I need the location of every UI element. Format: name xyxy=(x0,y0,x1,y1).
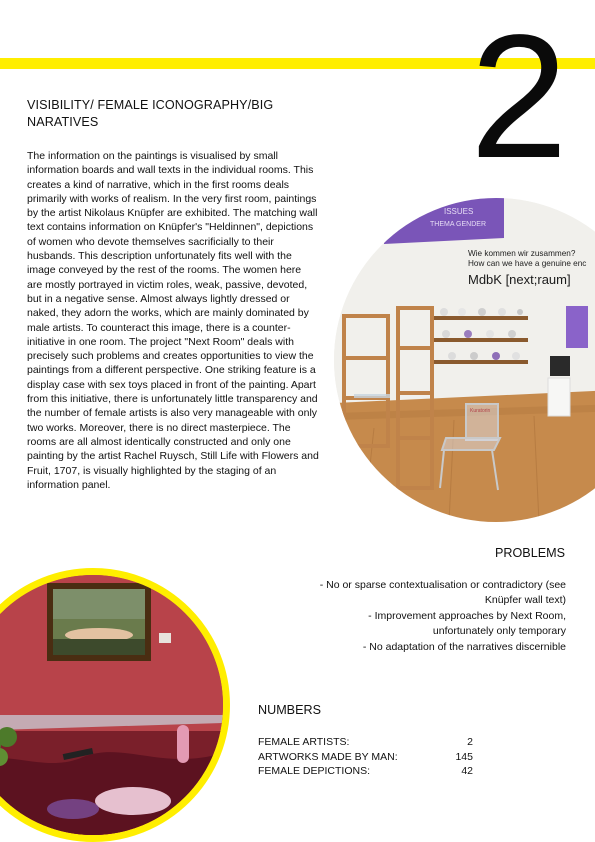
wall-text-1: Wie kommen wir zusammen? xyxy=(468,249,576,258)
next-room-illustration xyxy=(334,198,595,522)
chair-label: Kuratorin xyxy=(470,408,491,414)
problem-item: - No adaptation of the narratives discernible xyxy=(362,640,566,653)
problems-list xyxy=(318,578,566,655)
problem-item: - Improvement approaches by Next Room, unfortunately only temporary xyxy=(368,609,566,638)
body-text: The information on the paintings is visualised by small information boards and wall texts in the individual rooms. This creates a kind of narrative, which in the first rooms deals primarily with works of realism. In the very first room, paintings by the artist Nikolaus Knüpfer are exhibited. The matching wall text contains information on Knüpfer's "Heldinnen", depictions of women who devote themselves sacrificially to their husbands. This description unfortunately fits well with the image conveyed by the rest of the rooms. The women here are mostly portrayed in victim roles, weak, passive, devoted, but in a negative sense. Almost always lightly dressed or naked, they adorn the works, which are mainly dominated by male artists. To counteract this image, there is a counter-initiative in one room. The project "Next Room" deals with precisely such problems and creates opportunities to view the paintings from a different perspective. One striking feature is a display case with sex toys placed in front of the painting. Apart from this initiative, there is unfortunately little transparency and the number of female artists is also very manageable with only two works. Moreover, there is no direct masterpiece. The rooms are all almost identically constructed and only one painting by the artist Rachel Ruysch, Still Life with Flowers and Fruit, 1707, is visually highlighted by the staging of an information panel. xyxy=(27,150,319,491)
pink-object xyxy=(177,725,189,763)
numbers-row xyxy=(258,735,473,750)
pedestal xyxy=(548,378,570,416)
fabric xyxy=(95,787,171,815)
page-number: 2 xyxy=(470,0,566,195)
numbers-row xyxy=(258,750,473,765)
numbers-label: ARTWORKS MADE BY MAN: xyxy=(258,750,398,763)
numbers-label: FEMALE DEPICTIONS: xyxy=(258,765,371,777)
numbers-value: 145 xyxy=(455,750,473,763)
numbers-heading: NUMBERS xyxy=(258,703,321,717)
numbers-table xyxy=(258,735,473,779)
numbers-label: FEMALE ARTISTS: xyxy=(258,736,350,748)
label-plaque xyxy=(159,633,171,643)
numbers-value: 42 xyxy=(461,765,473,777)
wall-logo: MdbK [next;raum] xyxy=(468,272,571,287)
wall-text-2: How can we have a genuine enc xyxy=(468,259,587,268)
painting-display-illustration xyxy=(0,575,223,835)
problem-item: - No or sparse contextualisation or contradictory (see Knüpfer wall text) xyxy=(319,579,566,607)
banner-text-2: THEMA GENDER xyxy=(430,221,487,228)
banner-text-1: ISSUES xyxy=(444,207,474,216)
waste-bin xyxy=(550,356,570,376)
next-room-photo xyxy=(334,198,595,522)
section-title: VISIBILITY/ FEMALE ICONOGRAPHY/BIG NARATIVES xyxy=(27,98,274,129)
numbers-value: 2 xyxy=(467,736,473,748)
numbers-row xyxy=(258,764,473,779)
painting-display-photo xyxy=(0,568,230,842)
problems-heading: PROBLEMS xyxy=(495,546,565,560)
purple-poster xyxy=(566,306,588,348)
